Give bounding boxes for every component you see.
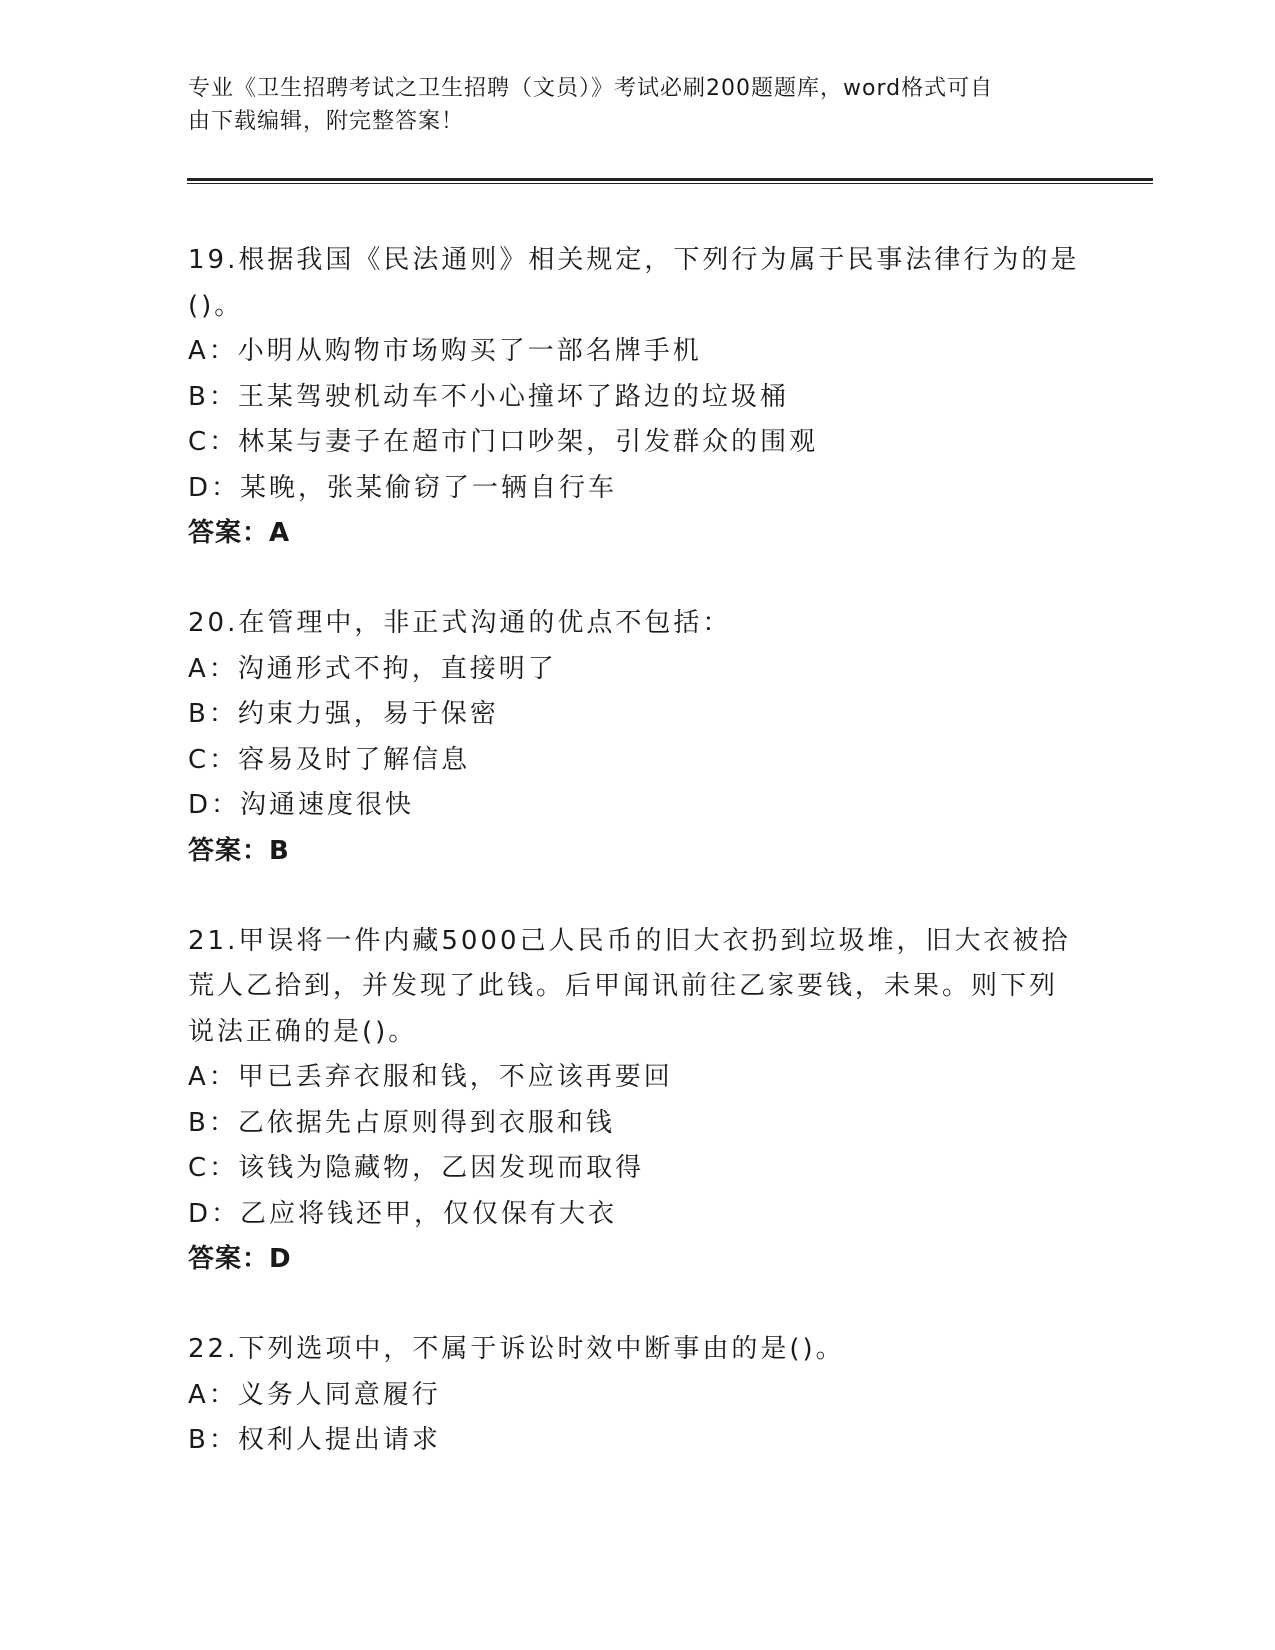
question-stem-line: 21.甲误将一件内藏5000己人民币的旧大衣扔到垃圾堆，旧大衣被拾: [188, 925, 1071, 956]
answer: 答案：B: [188, 835, 290, 866]
option-d: D：某晚，张某偷窃了一辆自行车: [188, 472, 618, 503]
question-stem-line: 22.下列选项中，不属于诉讼时效中断事由的是()。: [188, 1334, 845, 1364]
option-a: A：甲已丢弃衣服和钱，不应该再要回: [188, 1062, 673, 1092]
header-divider-thin: [187, 183, 1153, 184]
question-stem-line: 20.在管理中，非正式沟通的优点不包括：: [188, 608, 732, 638]
question-stem-line: ()。: [188, 290, 244, 321]
question-19: [188, 238, 1088, 556]
option-b: B：权利人提出请求: [188, 1425, 441, 1455]
question-21: [188, 919, 1088, 1283]
header-line-1: 专业《卫生招聘考试之卫生招聘（文员）》考试必刷200题题库，word格式可自: [188, 76, 994, 101]
option-a: A：沟通形式不拘，直接明了: [188, 653, 557, 684]
answer: 答案：A: [188, 518, 291, 548]
option-d: D：沟通速度很快: [188, 790, 415, 820]
header-divider-thick: [187, 178, 1153, 181]
option-a: A：小明从购物市场购买了一部名牌手机: [188, 336, 702, 366]
question-stem-line: 荒人乙拾到，并发现了此钱。后甲闻讯前往乙家要钱，未果。则下列: [188, 971, 1059, 1001]
question-stem-line: 19.根据我国《民法通则》相关规定，下列行为属于民事法律行为的是: [188, 245, 1080, 275]
option-c: C：林某与妻子在超市门口吵架，引发群众的围观: [188, 427, 819, 457]
option-b: B：王某驾驶机动车不小心撞坏了路边的垃圾桶: [188, 381, 789, 412]
answer: 答案：D: [188, 1244, 292, 1274]
option-d: D：乙应将钱还甲，仅仅保有大衣: [188, 1198, 618, 1229]
option-b: B：约束力强，易于保密: [188, 699, 499, 729]
question-list: [188, 238, 1088, 1509]
question-stem-line: 说法正确的是()。: [188, 1016, 418, 1047]
question-20: [188, 601, 1088, 874]
option-b: B：乙依据先占原则得到衣服和钱: [188, 1107, 615, 1138]
option-a: A：义务人同意履行: [188, 1379, 441, 1410]
option-c: C：容易及时了解信息: [188, 744, 471, 775]
header-line-2: 由下载编辑，附完整答案！: [188, 109, 465, 134]
question-22: [188, 1327, 1088, 1464]
document-header: [188, 72, 1068, 138]
option-c: C：该钱为隐藏物，乙因发现而取得: [188, 1153, 645, 1183]
